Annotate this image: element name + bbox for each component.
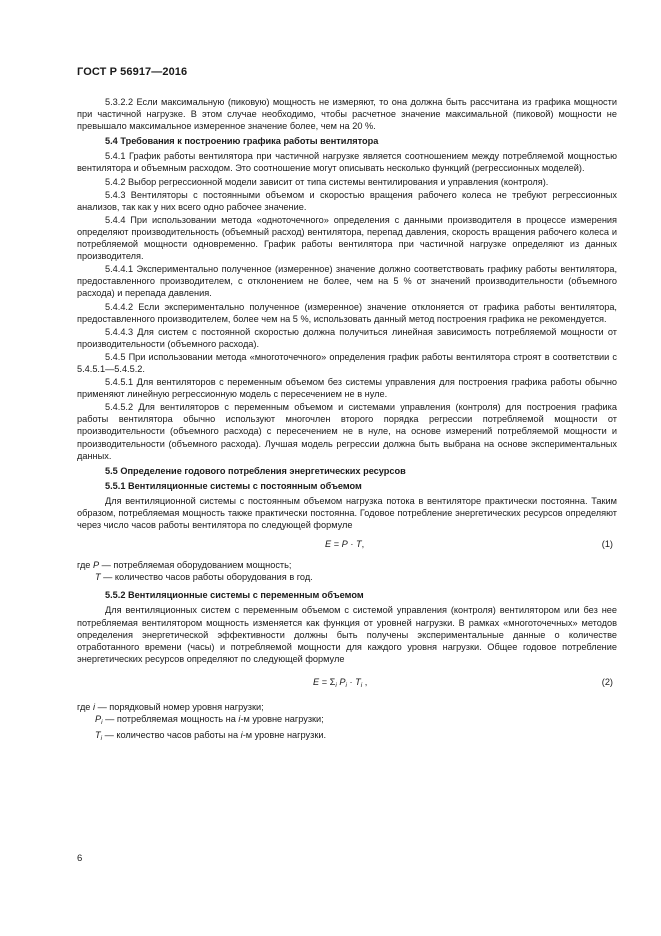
heading-5-4: 5.4 Требования к построению графика работы вентилятора [105, 136, 379, 147]
where-1-t [77, 571, 617, 583]
paragraph-5-4-4-2: 5.4.4.2 Если экспериментально полученное (измеренное) значение отклоняется от графика работы вентилятора, предоставленного производителем, более чем на 5 %, использовать данный метод построения графика не рекомендуется. [77, 301, 617, 324]
where-1-t-symbol: T [95, 572, 101, 583]
page-number: 6 [77, 853, 83, 864]
where-2-t [77, 729, 617, 745]
where-2-t-symbol: T [95, 730, 101, 741]
paragraph-5-5-1: Для вентиляционной системы с постоянным объемом нагрузка потока в вентиляторе практически постоянна. Таким образом, потребляемая мощность также практически постоянна. Годовое потребление энергетических ресурсов определяют через число часов работы вентилятора по следующей формуле [77, 495, 617, 531]
paragraph-5-4-1: 5.4.1 График работы вентилятора при частичной нагрузке является соотношением между потребляемой мощностью вентилятора и объемным расходом. Это соотношение могут описывать несколько функций (регрессионных моделей). [77, 151, 617, 174]
paragraph-5-3-2-2: 5.3.2.2 Если максимальную (пиковую) мощность не измеряют, то она должна быть рассчитана из графика мощности при частичной нагрузке. В этом случае необходимо, чтобы расчетное значение максимальной (пиковой) мощности не превышало максимальное измеренное значение более, чем на 20 %. [77, 97, 617, 132]
formula-2-eq: = [319, 676, 330, 687]
paragraph-5-5-2: Для вентиляционных систем с переменным объемом с системой управления (контроля) вентилятором или без нее потребляемая вентилятором мощность изменяется как функция от уровней нагрузки. В рамках «многоточечных» методов определения энергетической эффективности должны быть получены экспериментальные данные о количестве отработанного времени (часы) и потребляемой мощности для каждого уровня нагрузки. Общее годовое потребление энергетических ресурсов определяют по следующей формуле [77, 605, 617, 664]
paragraph-5-4-3: 5.4.3 Вентиляторы с постоянными объемом и скоростью вращения рабочего колеса не требуют регрессионных анализов, так как у них всего одно рабочее значение. [77, 189, 617, 212]
formula-1-expression [325, 538, 364, 550]
where-1-p [77, 559, 617, 571]
where-2-t-i: i [240, 730, 243, 741]
where-2-i-symbol: i [92, 701, 96, 712]
where-2-p-i: i [238, 714, 241, 725]
heading-5-5-1: 5.5.1 Вентиляционные системы с постоянным объемом [105, 480, 362, 491]
formula-1-end: , [361, 539, 365, 550]
formula-2-expression [313, 676, 367, 692]
where-2-i-text: — порядковый номер уровня нагрузки; [95, 701, 264, 712]
where-1-p-symbol: P [92, 560, 100, 571]
where-2-t-text: — количество часов работы на [102, 730, 241, 741]
formula-1-p: P [341, 539, 348, 550]
where-2-t-sub: i [100, 735, 103, 743]
paragraph-5-4-4: 5.4.4 При использовании метода «одноточечного» определения с данными производителя в процессе измерения определяют производительность (объемный расход) вентилятора, перепад давления, скорость вращения рабочего колеса и потребляемой мощности одновременно. График работы вентилятора при частичной нагрузке определяют из данных производителя. [77, 214, 617, 262]
where-2-p-text: — потребляемая мощность на [102, 714, 239, 725]
where-2-p-sub: i [101, 719, 103, 727]
paragraph-5-4-5-1: 5.4.5.1 Для вентиляторов с переменным объемом без системы управления для построения графика работы обычно применяют линейную регрессионную модель с пересечением не в нуле. [77, 377, 617, 400]
paragraph-5-4-4-3: 5.4.4.3 Для систем с постоянной скоростью должна получиться линейная зависимость потребляемой мощности от производительности (объемного расхода). [77, 326, 617, 349]
formula-2-t: T [355, 676, 361, 687]
formula-1-number: (1) [601, 539, 613, 550]
paragraph-5-4-5-2: 5.4.5.2 Для вентиляторов с переменным объемом и системами управления (контроля) для построения графика работы вентилятора обычно используют многочлен второго порядка регрессии потребляемой мощности от производительности (объемного расхода) с пересечением не в нуле, на основе измерений потребляемой мощности и производительности (объемного расхода). Лучшая модель регрессии должна быть выбрана на основе экспериментальных данных. [77, 402, 617, 461]
formula-2-p: P [339, 676, 346, 687]
paragraph-5-4-4-1: 5.4.4.1 Экспериментально полученное (измеренное) значение должно соответствовать графику работы вентилятора, предоставленного производителем, с отклонением не более, чем на 5 % от значений производительности (объемного расхода) и перепада давления. [77, 264, 617, 299]
formula-2-t-index: i [360, 681, 363, 689]
formula-2-number: (2) [601, 676, 613, 687]
formula-1 [77, 536, 617, 554]
formula-2-sum: Σ [329, 676, 336, 687]
document-header: ГОСТ Р 56917—2016 [77, 66, 188, 78]
formula-2-p-index: i [345, 681, 347, 689]
where-1-p-text: — потребляемая оборудованием мощность; [99, 560, 292, 571]
formula-1-eq: = [331, 539, 342, 550]
where-1-lead: где [77, 560, 93, 571]
formula-2 [77, 674, 617, 692]
formula-1-t: T [355, 539, 362, 550]
document-body [77, 96, 617, 745]
formula-2-dot: · [346, 676, 356, 687]
paragraph-5-4-2: 5.4.2 Выбор регрессионной модели зависит от типа системы вентилирования и управления (контроля). [105, 176, 549, 187]
formula-1-dot: · [347, 539, 356, 550]
formula-2-end: , [362, 676, 368, 687]
where-2-lead: где [77, 701, 93, 712]
where-2-t-text2: -м уровне нагрузки. [242, 730, 327, 741]
formula-2-lhs: E [313, 676, 320, 687]
paragraph-5-4-5: 5.4.5 При использовании метода «многоточечного» определения график работы вентилятора строят в соответствии с 5.4.5.1—5.4.5.2. [77, 351, 617, 374]
where-2-p-text2: -м уровне нагрузки; [240, 714, 324, 725]
heading-5-5: 5.5 Определение годового потребления энергетических ресурсов [105, 465, 406, 476]
heading-5-5-2: 5.5.2 Вентиляционные системы с переменным объемом [105, 590, 364, 601]
formula-1-lhs: E [325, 539, 332, 550]
where-2-i [77, 701, 617, 713]
where-2-p-symbol: P [95, 714, 102, 725]
where-2-p [77, 713, 617, 729]
where-1-t-text: — количество часов работы оборудования в год. [100, 572, 313, 583]
formula-2-sum-index: i [335, 681, 337, 689]
